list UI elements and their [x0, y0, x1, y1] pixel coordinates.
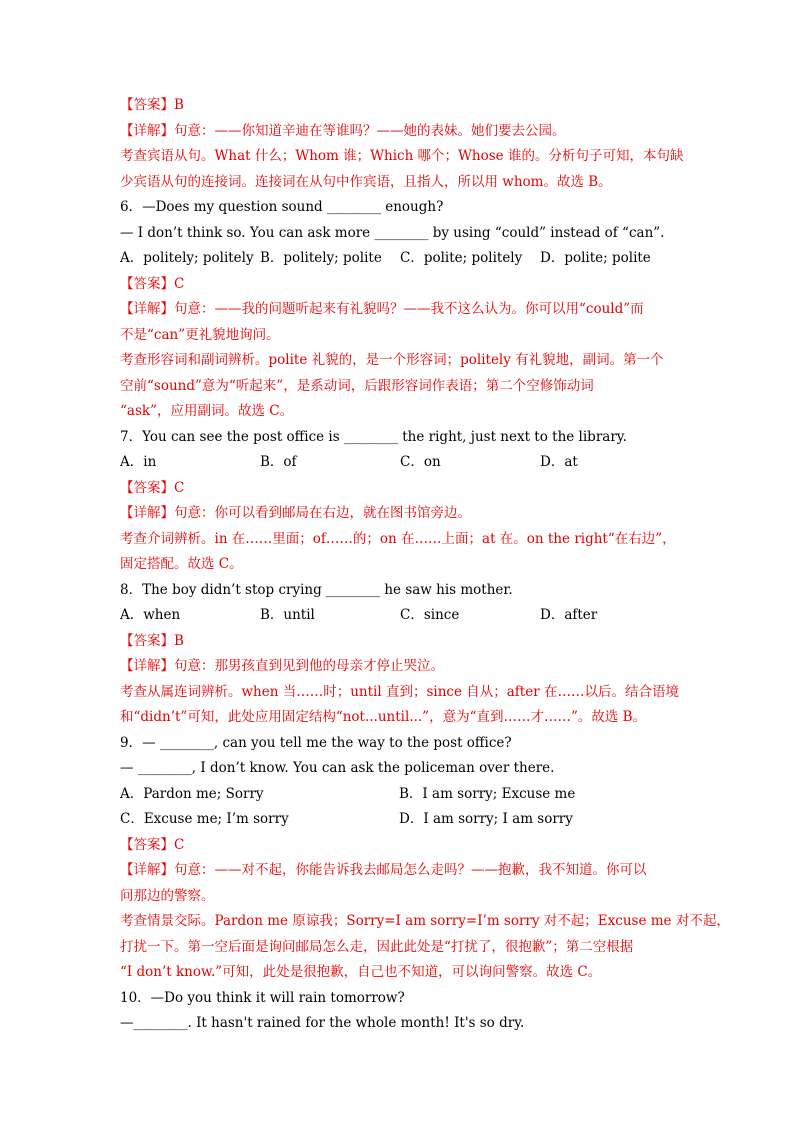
q6-analysis-line-3: “ask”，应用副词。故选 C。	[120, 403, 294, 419]
q8-analysis-line-2: 和“didn’t”可知，此处应用固定结构“not...until...”，意为“直到……才……”。故选 B。	[120, 709, 647, 725]
q9-stem-line-1: 9．— ________, can you tell me the way to the post office?	[120, 734, 512, 751]
q7-analysis-line-1: 考查介词辨析。in 在……里面；of……的；on 在……上面；at 在。on the right“在右边”，	[120, 530, 676, 547]
q7-option-a: A．in	[120, 454, 157, 470]
q6-detail-line-1: 【详解】句意：——我的问题听起来有礼貌吗？——我不这么认为。你可以用“could”而	[120, 301, 644, 317]
q8-option-a: A．when	[120, 607, 181, 623]
q7-analysis-line-2: 固定搭配。故选 C。	[120, 556, 243, 572]
q9-options-row-1	[120, 782, 680, 808]
q9-analysis-line-3: “I don’t know.”可知，此处是很抱歉，自己也不知道，可以询问警察。故选 C。	[120, 964, 602, 980]
q9-answer: 【答案】C	[120, 836, 185, 853]
q8-option-c: C．since	[400, 607, 460, 623]
q6-analysis-line-2: 空前“sound”意为“听起来”，是系动词，后跟形容词作表语；第二个空修饰动词	[120, 377, 594, 394]
q7-answer: 【答案】C	[120, 479, 185, 496]
q9-detail-line-2: 问那边的警察。	[120, 887, 215, 904]
q6-option-d: D．polite; polite	[540, 250, 651, 266]
q6-options	[120, 246, 680, 272]
q5-detail: 【详解】句意：——你知道辛迪在等谁吗？——她的表妹。她们要去公园。	[120, 122, 566, 139]
q8-analysis-line-1: 考查从属连词辨析。when 当……时；until 直到；since 自从；after 在……以后。结合语境	[120, 683, 679, 700]
q6-answer: 【答案】C	[120, 275, 185, 292]
q6-analysis-line-1: 考查形容词和副词辨析。polite 礼貌的，是一个形容词；politely 有礼貌地，副词。第一个	[120, 352, 664, 368]
q6-stem-line-1: 6．—Does my question sound ________ enough?	[120, 199, 444, 215]
q10-stem-line-1: 10．—Do you think it will rain tomorrow?	[120, 989, 405, 1006]
q9-analysis-line-1: 考查情景交际。Pardon me 原谅我；Sorry=I am sorry=I’m sorry 对不起；Excuse me 对不起，	[120, 913, 730, 929]
q9-analysis-line-2: 打扰一下。第一空后面是询问邮局怎么走，因此此处是“打扰了，很抱歉”；第二空根据	[120, 938, 634, 955]
q5-analysis-line-2: 少宾语从句的连接词。连接词在从句中作宾语，且指人，所以用 whom。故选 B。	[120, 173, 612, 190]
q6-detail-line-2: 不是“can”更礼貌地询问。	[120, 326, 280, 343]
q8-answer: 【答案】B	[120, 632, 184, 649]
q9-option-b: B．I am sorry; Excuse me	[399, 785, 576, 802]
q7-detail: 【详解】句意：你可以看到邮局在右边，就在图书馆旁边。	[120, 505, 471, 521]
q9-options-row-2	[120, 807, 680, 833]
q6-option-a: A．politely; politely	[120, 250, 254, 266]
q5-analysis-line-1: 考查宾语从句。What 什么；Whom 谁；Which 哪个；Whose 谁的。分析句子可知，本句缺	[120, 148, 684, 164]
q8-stem: 8．The boy didn’t stop crying ________ he saw his mother.	[120, 581, 513, 598]
q8-options	[120, 603, 680, 629]
q8-option-b: B．until	[260, 607, 315, 623]
q6-option-c: C．polite; politely	[400, 250, 523, 266]
document-page	[120, 93, 730, 1037]
q7-option-c: C．on	[400, 454, 441, 470]
q9-option-d: D．I am sorry; I am sorry	[399, 811, 573, 827]
q5-answer: 【答案】B	[120, 97, 184, 113]
q7-option-b: B．of	[260, 454, 297, 470]
q9-stem-line-2: — ________, I don’t know. You can ask the policeman over there.	[120, 760, 555, 776]
q9-detail-line-1: 【详解】句意：——对不起，你能告诉我去邮局怎么走吗？——抱歉，我不知道。你可以	[120, 862, 647, 878]
q8-detail: 【详解】句意：那男孩直到见到他的母亲才停止哭泣。	[120, 658, 444, 674]
q7-options	[120, 450, 680, 476]
q10-stem-line-2: —________. It hasn't rained for the whole month! It's so dry.	[120, 1015, 525, 1031]
q9-option-c: C．Excuse me; I’m sorry	[120, 811, 289, 827]
q7-option-d: D．at	[540, 454, 578, 470]
q9-option-a: A．Pardon me; Sorry	[120, 785, 264, 802]
q6-option-b: B．politely; polite	[260, 250, 382, 266]
q6-stem-line-2: — I don’t think so. You can ask more ________ by using “could” instead of “can”.	[120, 224, 665, 241]
q7-stem: 7．You can see the post office is ________ the right, just next to the library.	[120, 428, 627, 445]
q8-option-d: D．after	[540, 607, 598, 623]
